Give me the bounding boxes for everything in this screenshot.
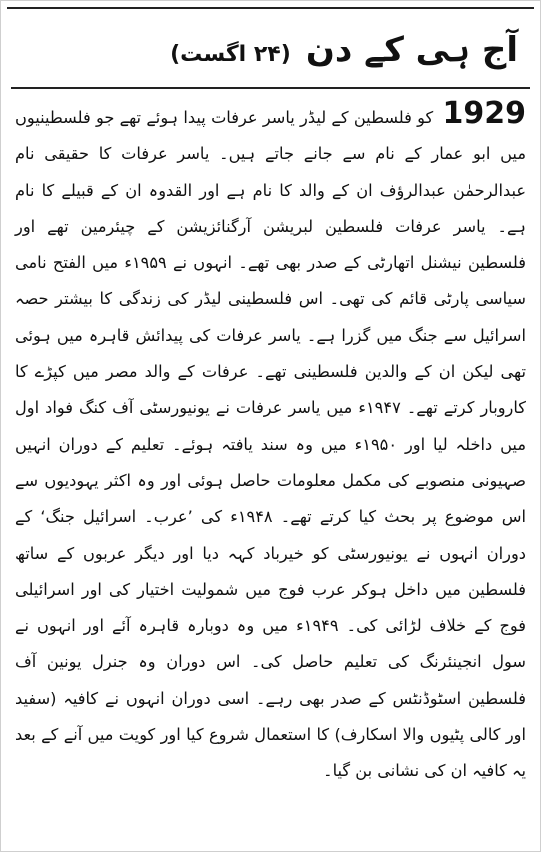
article-body bbox=[15, 96, 527, 837]
headline-divider bbox=[11, 87, 530, 89]
headline-date: (۲۴ اگست) bbox=[170, 42, 291, 67]
top-divider bbox=[7, 7, 534, 9]
article-text: کو فلسطین کے لیڈر یاسر عرفات پیدا ہوئے تھے جو فلسطینیوں میں ابو عمار کے نام سے جانے جاتے ہیں۔ یاسر عرفات کا حقیقی نام عبدالرحمٰن عبدالرؤف ان کے والد کا نام ہے اور القدوہ ان کے قبیلے کا نام ہے۔ یاسر عرفات فلسطین لبریشن آرگنائزیشن کے چیئرمین تھے اور فلسطین نیشنل اتھارٹی کے صدر بھی تھے۔ انہوں نے ۱۹۵۹ء میں الفتح نامی سیاسی پارٹی قائم کی تھی۔ اس فلسطینی لیڈر کی زندگی کا بیشتر حصہ اسرائیل سے جنگ میں گزرا ہے۔ یاسر عرفات کی پیدائش قاہرہ میں ہوئی تھی لیکن ان کے والدین فلسطینی تھے۔ عرفات کے والد مصر میں کپڑے کا کاروبار کرتے تھے۔ ۱۹۴۷ء میں یاسر عرفات نے یونیورسٹی آف کنگ فواد اول میں داخلہ لیا اور ۱۹۵۰ء میں وہ سند یافتہ ہوئے۔ تعلیم کے دوران انہیں صہیونی منصوبے کی مکمل معلومات حاصل ہوئی اور وہ اکثر یہودیوں سے اس موضوع پر بحث کیا کرتے تھے۔ ۱۹۴۸ء کی ’عرب۔ اسرائیل جنگ‘ کے دوران انہوں نے یونیورسٹی کو خیرباد کہہ دیا اور دیگر عربوں کے ساتھ فلسطین میں داخل ہوکر عرب فوج میں شمولیت اختیار کی اور اسرائیلی فوج کے خلاف لڑائی کی۔ ۱۹۴۹ء میں وہ دوبارہ قاہرہ آئے اور انہوں نے سول انجینئرنگ کی تعلیم حاصل کی۔ اس دوران وہ جنرل یونین آف فلسطین اسٹوڈنٹس کے صدر بھی رہے۔ اسی دوران انہوں نے کافیہ (سفید اور کالی پٹیوں والا اسکارف) کا استعمال شروع کیا اور کویت میں آنے کے بعد یہ کافیہ ان کی نشانی بن گیا۔ bbox=[15, 108, 527, 781]
headline-title: آج ہی کے دن bbox=[305, 30, 518, 70]
headline bbox=[170, 29, 518, 70]
article-year: 1929 bbox=[442, 96, 526, 131]
